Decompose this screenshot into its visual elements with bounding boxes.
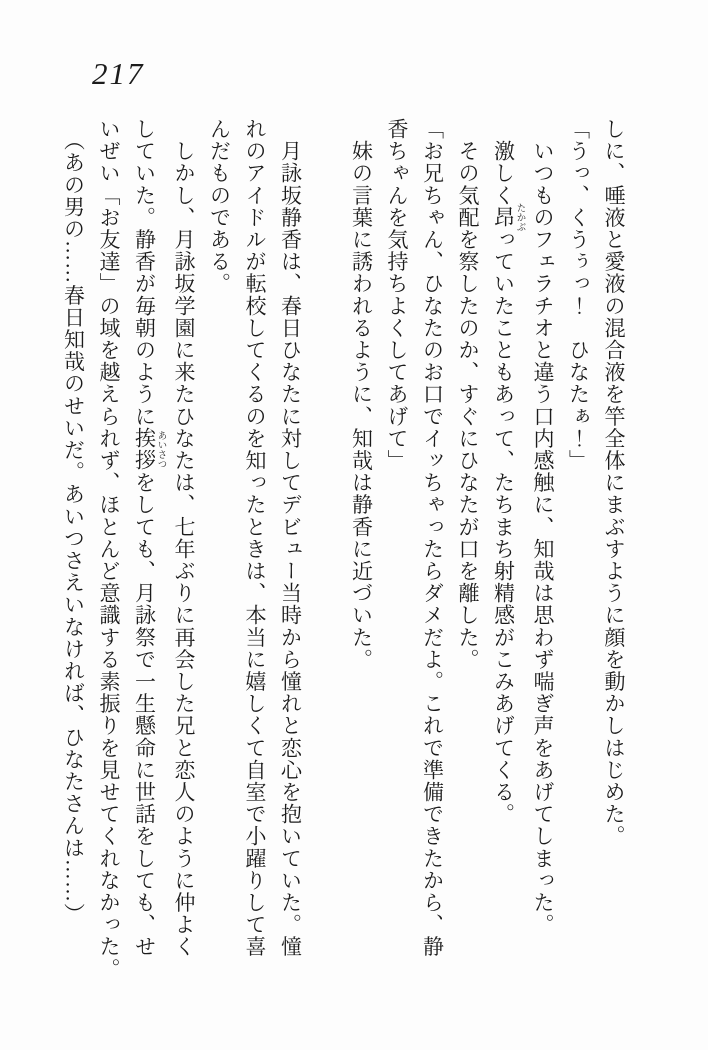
text-body (61, 118, 631, 980)
text-column: （あの男の……春日知哉のせいだ。あいつさえいなければ、ひなたさんは……） (61, 118, 86, 926)
text-column: いぜい「お友達」の域を越えられず、ほとんど意識する素振りを見せてくれなかった。 (97, 118, 121, 980)
text-column: 香ちゃんを気持ちよくしてあげて」 (385, 118, 409, 472)
text-column: 妹の言葉に誘われるように、知哉は静香に近づいた。 (349, 118, 374, 671)
text-column: れのアイドルが転校してくるのを知ったときは、本当に嬉しくて自室で小躍りして喜 (243, 118, 267, 958)
text-column: 月詠坂静香は、春日ひなたに対してデビュー当時から憧れと恋心を抱いていた。憧 (278, 118, 303, 958)
text-column: その気配を察したのか、すぐにひなたが口を離した。 (456, 118, 480, 671)
text-column: 「うっ、くうぅっ！ ひなたぁ！」 (566, 118, 591, 472)
paragraph-break (308, 118, 344, 968)
text-column: んだものである。 (207, 118, 232, 295)
text-column: 激しく昂 たかぶっていたこともあって、たちまち射精感がこみあげてくる。 (491, 118, 525, 826)
text-column: いつものフェラチオと違う口内感触に、知哉は思わず喘ぎ声をあげてしまった。 (531, 118, 555, 936)
ruby-annotation: 挨拶 あいさつ (132, 427, 166, 472)
ruby-annotation: 昂 たかぶ (491, 203, 525, 232)
text-column: しに、唾液と愛液の混合液を竿全体にまぶすように顔を動かしはじめた。 (602, 118, 626, 848)
page-number: 217 (92, 56, 145, 91)
text-column: 「お兄ちゃん、ひなたのお口でイッちゃったらダメだよ。これで準備できたから、静 (420, 118, 445, 958)
text-column: しかし、月詠坂学園に来たひなたは、七年ぶりに再会した兄と恋人のように仲よく (172, 118, 196, 958)
text-column: していた。静香が毎朝のように挨拶 あいさつをしても、月詠祭で一生懸命に世話をしても、せ (132, 118, 166, 958)
